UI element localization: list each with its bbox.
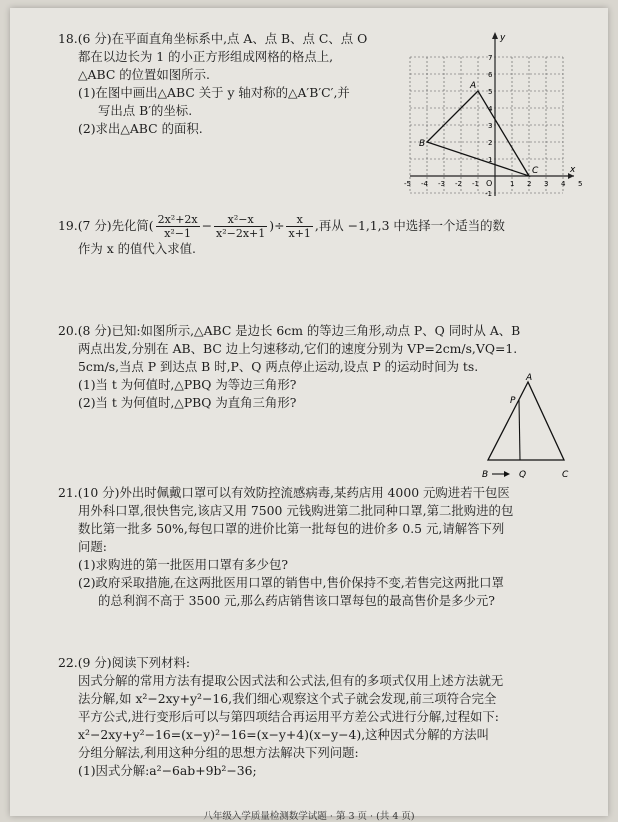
page-footer: 八年级入学质量检测数学试题 · 第 3 页 · (共 4 页) xyxy=(203,811,415,822)
x-tick-label: 1 xyxy=(510,180,515,188)
q18-coordinate-grid xyxy=(402,28,583,203)
y-tick-label: 4 xyxy=(488,105,493,113)
q19-line: 作为 x 的值代入求值. xyxy=(78,241,196,256)
fig-label-p: P xyxy=(510,396,516,406)
q22-line: 分组分解法,利用这种分组的思想方法解决下列问题: xyxy=(78,745,359,760)
fig-label-b: B xyxy=(482,470,489,480)
q22-line: x²−2xy+y²−16=(x−y)²−16=(x−y+4)(x−y−4),这种因式分解的方法叫 xyxy=(78,727,490,742)
x-tick-label: -1 xyxy=(472,180,479,188)
x-tick-label: -5 xyxy=(404,180,411,188)
x-tick-labels xyxy=(404,180,582,188)
fig-label-q: Q xyxy=(519,470,527,480)
q20-line: 5cm/s,当点 P 到达点 B 时,P、Q 两点停止运动,设点 P 的运动时间为 ts. xyxy=(78,359,479,374)
y-tick-label: 6 xyxy=(488,71,493,79)
x-tick-label: 3 xyxy=(544,180,549,188)
fraction-1: $\frac{\text{2x²+2x}}{\text{x²−1}}$ xyxy=(157,213,198,240)
q22-line: 22.(9 分)阅读下列材料: xyxy=(58,655,191,670)
point-a-label: A xyxy=(470,81,477,91)
x-tick-label: 5 xyxy=(578,180,583,188)
q21-line: 的总利润不高于 3500 元,那么药店销售该口罩每包的最高售价是多少元? xyxy=(98,593,495,608)
q21-line: 21.(10 分)外出时佩戴口罩可以有效防控流感病毒,某药店用 4000 元购进若干包医 xyxy=(58,485,510,500)
question-22 xyxy=(58,654,503,780)
y-tick-label: -1 xyxy=(485,190,492,198)
q22-line: 因式分解的常用方法有提取公因式法和公式法,但有的多项式仅用上述方法就无 xyxy=(78,673,504,688)
origin-label: O xyxy=(486,179,493,188)
q22-line: (1)因式分解:a²−6ab+9b²−36; xyxy=(78,763,257,778)
q21-line: 数比第一批多 50%,每包口罩的进价比第一批每包的进价多 0.5 元,请解答下列 xyxy=(78,521,505,536)
x-tick-label: -4 xyxy=(421,180,428,188)
q21-line: (1)求购进的第一批医用口罩有多少包? xyxy=(78,557,289,572)
q20-line: 两点出发,分别在 AB、BC 边上匀速移动,它们的速度分别为 VP=2cm/s,VQ=1. xyxy=(78,341,518,356)
q22-line: 平方公式,进行变形后可以与第四项结合再运用平方差公式进行分解,过程如下: xyxy=(78,709,499,724)
y-tick-label: 2 xyxy=(488,139,493,147)
question-18 xyxy=(58,30,367,138)
q20-line: (1)当 t 为何值时,△PBQ 为等边三角形? xyxy=(78,377,297,392)
point-b-label: B xyxy=(419,139,426,149)
q18-line: (1)在图中画出△ABC 关于 y 轴对称的△A′B′C′,并 xyxy=(78,85,350,100)
x-tick-label: 2 xyxy=(527,180,532,188)
q19-minus: − xyxy=(201,218,213,233)
q20-triangle-figure xyxy=(480,370,572,482)
q18-line: △ABC 的位置如图所示. xyxy=(78,67,210,82)
exam-page xyxy=(10,8,608,822)
x-tick-label: -2 xyxy=(455,180,462,188)
q20-line: 20.(8 分)已知:如图所示,△ABC 是边长 6cm 的等边三角形,动点 P、Q 同时从 A、B xyxy=(58,323,521,338)
question-19 xyxy=(58,213,505,258)
q22-line: 法分解,如 x²−2xy+y²−16,我们细心观察这个式子就会发现,前三项符合完全 xyxy=(78,691,497,706)
x-tick-label: -3 xyxy=(438,180,445,188)
point-c-label: C xyxy=(532,166,539,176)
q19-prefix: 19.(7 分)先化简( xyxy=(58,218,154,233)
y-tick-label: 1 xyxy=(488,156,493,164)
q20-line: (2)当 t 为何值时,△PBQ 为直角三角形? xyxy=(78,395,297,410)
y-tick-label: 5 xyxy=(488,88,493,96)
fraction-2: $\frac{\text{x²−x}}{\text{x²−2x+1}}$ xyxy=(216,213,266,240)
y-axis-label: y xyxy=(500,33,506,43)
q18-line: 18.(6 分)在平面直角坐标系中,点 A、点 B、点 C、点 O xyxy=(58,31,368,46)
q21-line: 用外科口罩,很快售完,该店又用 7500 元钱购进第二批同种口罩,第二批购进的包 xyxy=(78,503,514,518)
q19-div: )÷ xyxy=(269,218,285,233)
q18-line: 都在以边长为 1 的小正方形组成网格的格点上, xyxy=(78,49,334,64)
fig-label-c: C xyxy=(562,470,569,480)
grid-lines xyxy=(410,57,563,193)
fraction-3: $\frac{x}{x+1}$ xyxy=(288,213,311,240)
q19-suffix: ,再从 −1,1,3 中选择一个适当的数 xyxy=(314,218,505,233)
x-tick-label: 4 xyxy=(561,180,566,188)
question-20 xyxy=(58,322,520,412)
question-21 xyxy=(58,484,513,610)
y-tick-label: 7 xyxy=(488,54,493,62)
q18-line: (2)求出△ABC 的面积. xyxy=(78,121,203,136)
fig-label-a: A xyxy=(526,373,533,383)
q21-line: 问题: xyxy=(78,539,107,554)
x-axis-label: x xyxy=(570,165,576,175)
q21-line: (2)政府采取措施,在这两批医用口罩的销售中,售价保持不变,若售完这两批口罩 xyxy=(78,575,504,590)
q18-line: 写出点 B′的坐标. xyxy=(98,103,193,118)
y-tick-label: 3 xyxy=(488,122,493,130)
